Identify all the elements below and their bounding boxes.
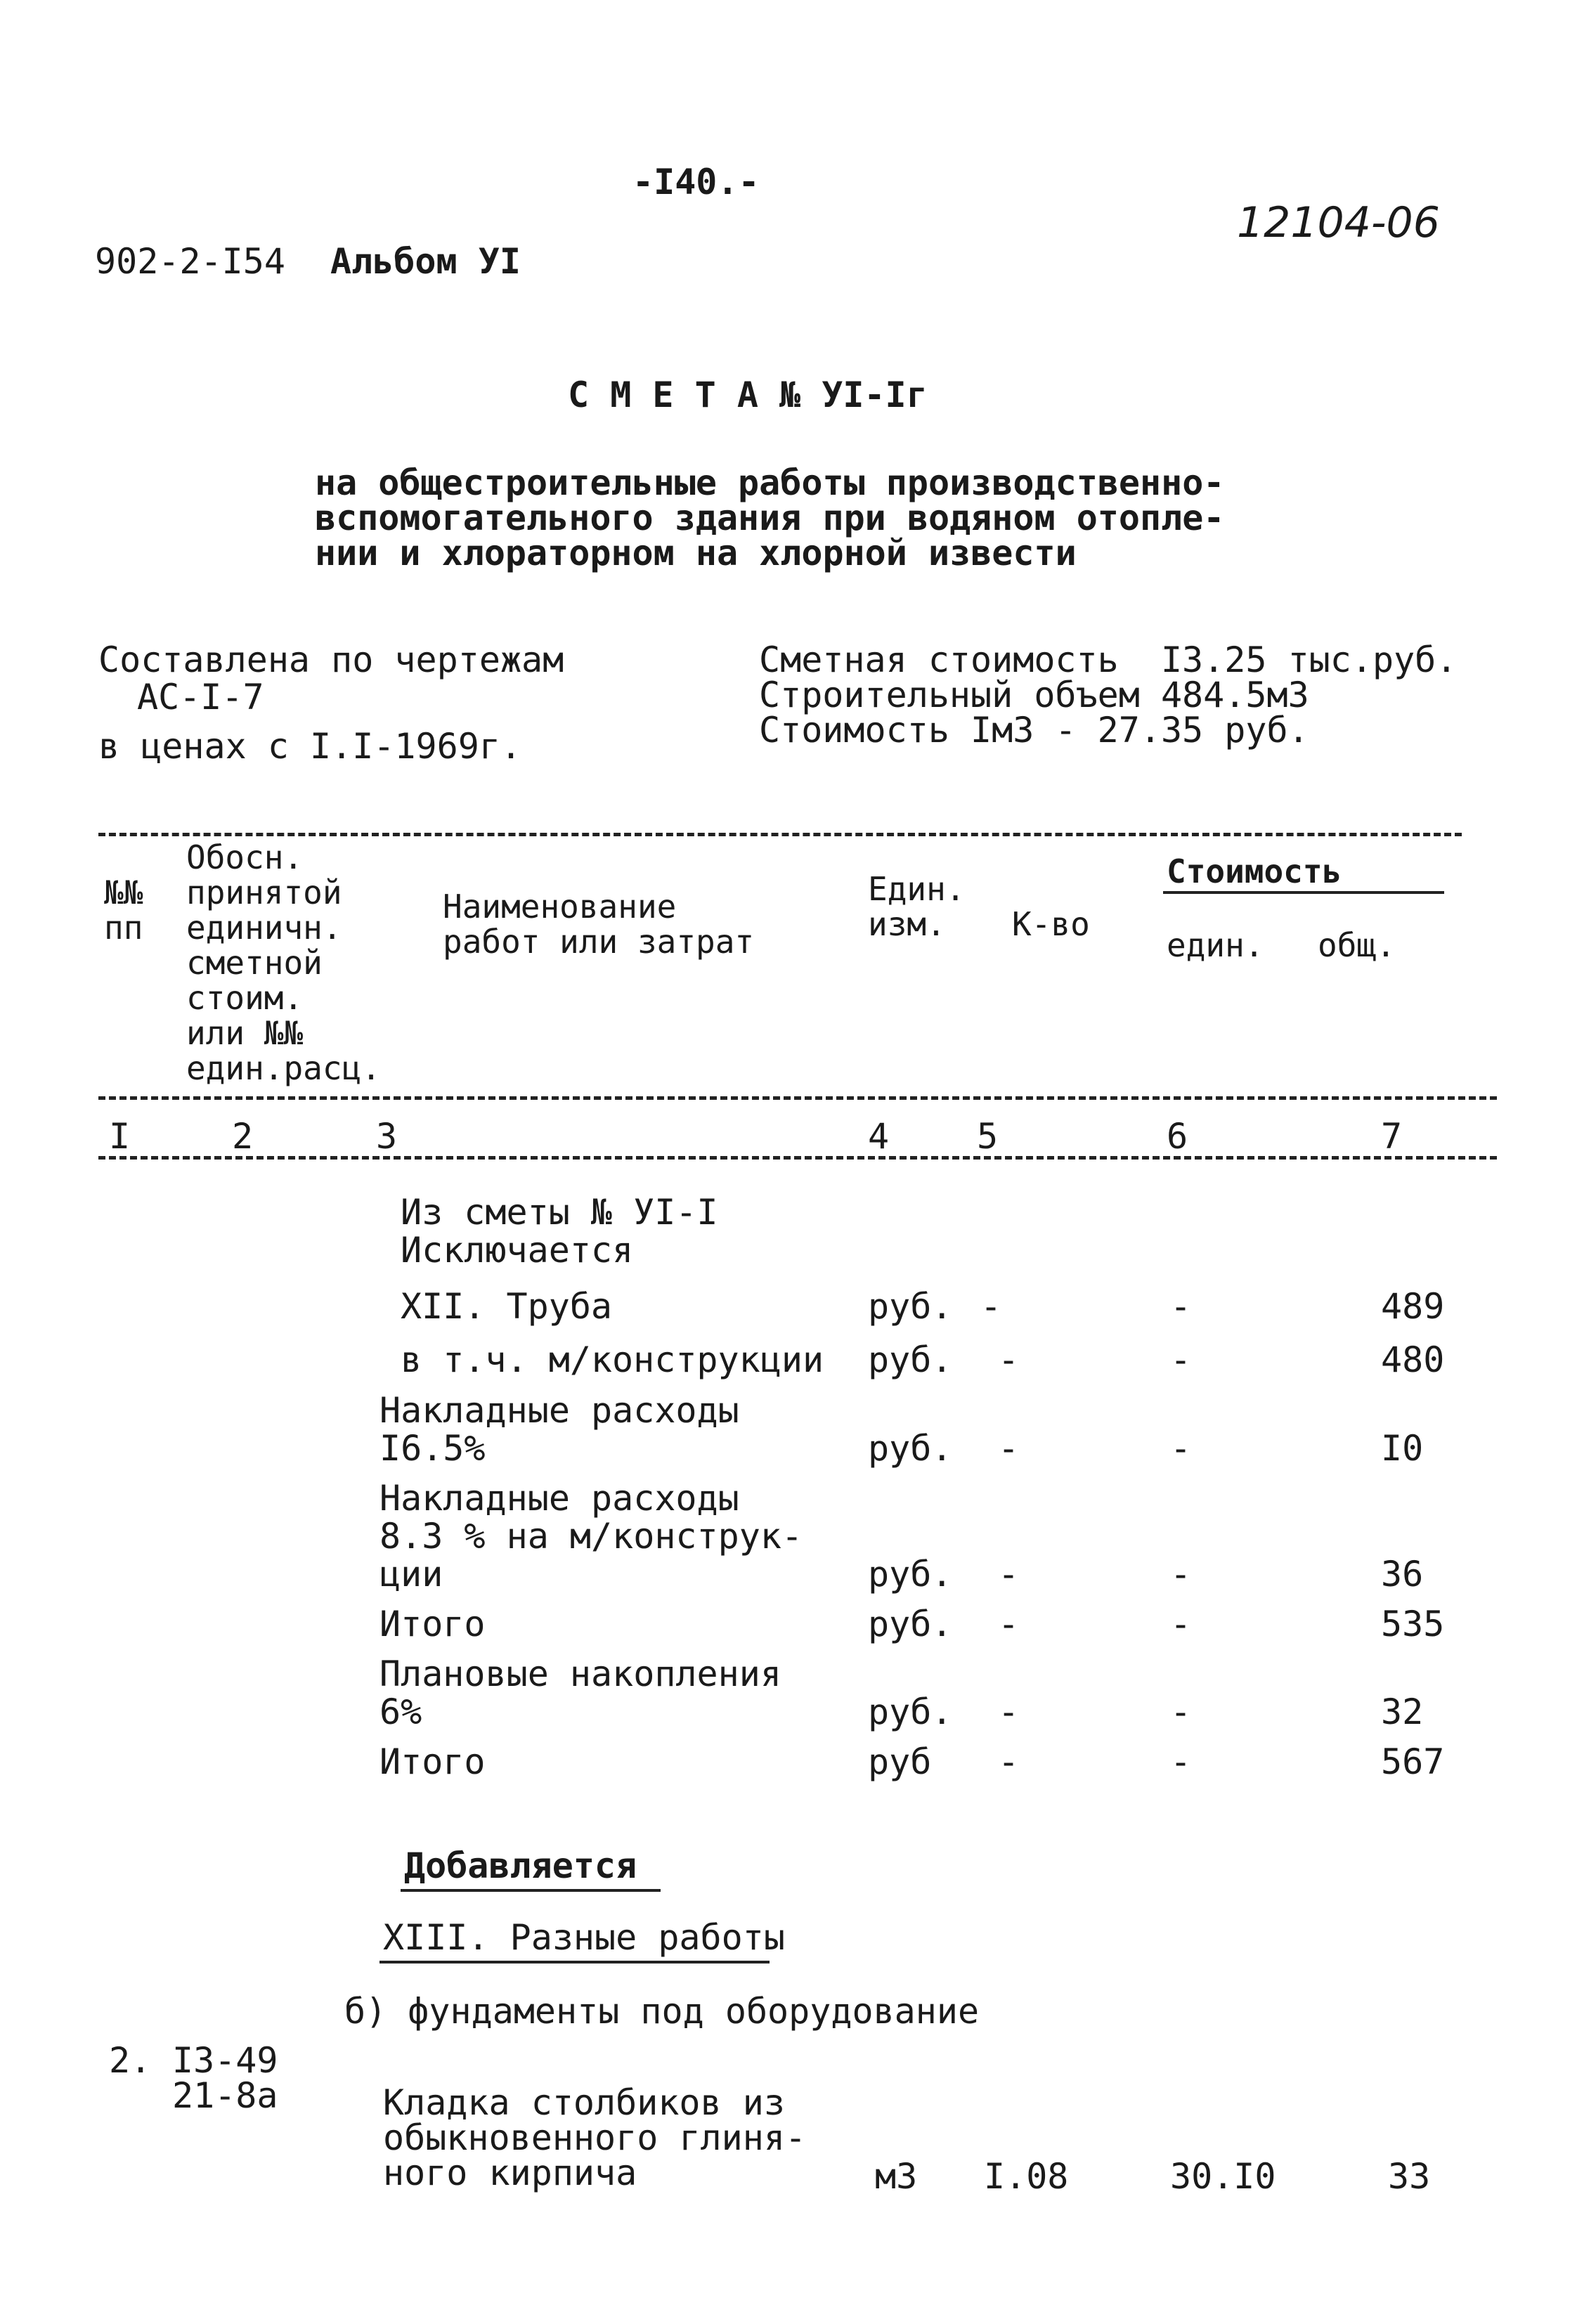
header-cost-total: общ. xyxy=(1318,926,1396,964)
row-unit: м3 xyxy=(875,2156,918,2197)
header-basis-2: принятой xyxy=(186,874,342,911)
estimate-heading: С М Е Т А № УI-Iг xyxy=(568,375,928,415)
row-unit: руб. xyxy=(868,1286,953,1327)
row-quantity: - xyxy=(980,1286,1002,1327)
subtitle-line-1: на общестроительные работы производственно- xyxy=(315,462,1225,503)
col-number-7: 7 xyxy=(1381,1116,1403,1157)
row-unit-price: - xyxy=(1170,1339,1192,1380)
header-num-2: пп xyxy=(104,909,143,947)
row-name-line-3: ции xyxy=(379,1554,443,1595)
row-total: 567 xyxy=(1381,1741,1445,1782)
header-bottom-rule xyxy=(98,1096,1497,1100)
header-quantity: К-во xyxy=(1012,905,1090,943)
row-unit: руб. xyxy=(868,1692,953,1732)
row-name-line-1: Кладка столбиков из xyxy=(383,2082,785,2123)
row-unit-price: - xyxy=(1170,1741,1192,1782)
row-quantity: - xyxy=(998,1741,1020,1782)
row-name: в т.ч. м/конструкции xyxy=(401,1339,824,1380)
section-heading: XIII. Разные работы xyxy=(383,1917,785,1958)
row-quantity: - xyxy=(998,1428,1020,1469)
header-unit-2: изм. xyxy=(868,905,946,943)
header-basis-7: един.расц. xyxy=(186,1049,381,1087)
row-quantity: - xyxy=(998,1692,1020,1732)
row-number: 2. xyxy=(109,2040,152,2081)
row-name-line-2: 8.3 % на м/конструк- xyxy=(379,1516,803,1557)
header-basis-6: или №№ xyxy=(186,1014,304,1052)
cost-per-m3: Стоимость Iм3 - 27.35 руб. xyxy=(759,710,1309,751)
col-number-5: 5 xyxy=(977,1116,999,1157)
row-name: Итого xyxy=(379,1741,486,1782)
header-basis-1: Обосн. xyxy=(186,838,304,876)
estimated-cost: Сметная стоимость I3.25 тыс.руб. xyxy=(759,640,1458,680)
row-total: I0 xyxy=(1381,1428,1424,1469)
row-unit: руб. xyxy=(868,1339,953,1380)
row-unit: руб xyxy=(868,1741,932,1782)
construction-volume: Строительный объем 484.5м3 xyxy=(759,675,1309,715)
series-code: 902-2-I54 xyxy=(95,241,285,282)
row-name-line-3: ного кирпича xyxy=(383,2153,637,2193)
added-heading: Добавляется xyxy=(404,1845,637,1886)
subsection-heading: б) фундаменты под оборудование xyxy=(344,1991,980,2032)
row-name-line-2: 6% xyxy=(379,1692,422,1732)
row-unit-price: 30.I0 xyxy=(1170,2156,1276,2197)
subtitle-line-2: вспомогательного здания при водяном отопле- xyxy=(315,498,1225,538)
col-number-6: 6 xyxy=(1167,1116,1188,1157)
header-cost: Стоимость xyxy=(1167,852,1342,890)
row-name-line-1: Накладные расходы xyxy=(379,1478,739,1519)
row-unit: руб. xyxy=(868,1428,953,1469)
price-date: в ценах с I.I-1969г. xyxy=(98,726,522,767)
header-name-2: работ или затрат xyxy=(443,923,755,961)
header-cost-unit: един. xyxy=(1167,926,1264,964)
row-total: 32 xyxy=(1381,1692,1424,1732)
header-basis-3: единичн. xyxy=(186,909,342,947)
row-total: 535 xyxy=(1381,1604,1445,1644)
row-name-line-2: обыкновенного глиня- xyxy=(383,2117,807,2158)
col-number-3: 3 xyxy=(376,1116,398,1157)
row-name-line-1: Плановые накопления xyxy=(379,1654,781,1694)
album-label: Альбом УI xyxy=(330,241,521,282)
subtitle-line-3: нии и хлораторном на хлорной извести xyxy=(315,533,1077,573)
row-quantity: - xyxy=(998,1554,1020,1595)
page-number: -I40.- xyxy=(632,162,760,202)
row-unit: руб. xyxy=(868,1554,953,1595)
excluded-label: Исключается xyxy=(401,1230,634,1271)
row-unit-price: - xyxy=(1170,1554,1192,1595)
column-numbers-rule xyxy=(98,1156,1497,1160)
row-unit-price: - xyxy=(1170,1286,1192,1327)
header-num-1: №№ xyxy=(104,874,143,911)
header-unit-1: Един. xyxy=(868,870,966,908)
row-total: 489 xyxy=(1381,1286,1445,1327)
source-estimate-label: Из сметы № УI-I xyxy=(401,1192,718,1233)
row-total: 33 xyxy=(1388,2156,1431,2197)
compiled-by-drawings: Составлена по чертежам xyxy=(98,640,564,680)
row-name-line-2: I6.5% xyxy=(379,1428,486,1469)
row-unit-price: - xyxy=(1170,1604,1192,1644)
drawing-code: АС-I-7 xyxy=(137,677,264,718)
row-unit: руб. xyxy=(868,1604,953,1644)
row-total: 36 xyxy=(1381,1554,1424,1595)
row-quantity: - xyxy=(998,1604,1020,1644)
row-unit-price: - xyxy=(1170,1428,1192,1469)
section-heading-underline xyxy=(379,1961,770,1963)
col-number-4: 4 xyxy=(868,1116,890,1157)
row-basis-line-1: I3-49 xyxy=(172,2040,278,2081)
table-top-rule xyxy=(98,833,1462,836)
row-total: 480 xyxy=(1381,1339,1445,1380)
row-unit-price: - xyxy=(1170,1692,1192,1732)
row-quantity: - xyxy=(998,1339,1020,1380)
col-number-2: 2 xyxy=(232,1116,254,1157)
row-basis-line-2: 21-8а xyxy=(172,2075,278,2116)
header-basis-4: сметной xyxy=(186,944,323,982)
row-quantity: I.08 xyxy=(984,2156,1069,2197)
row-name: XII. Труба xyxy=(401,1286,613,1327)
header-cost-underline xyxy=(1163,891,1444,894)
handwritten-code: 12104-06 xyxy=(1237,198,1440,247)
header-basis-5: стоим. xyxy=(186,979,304,1017)
added-heading-underline xyxy=(401,1889,661,1892)
col-number-1: I xyxy=(109,1116,131,1157)
header-name-1: Наименование xyxy=(443,888,677,926)
row-name: Итого xyxy=(379,1604,486,1644)
row-name-line-1: Накладные расходы xyxy=(379,1390,739,1431)
